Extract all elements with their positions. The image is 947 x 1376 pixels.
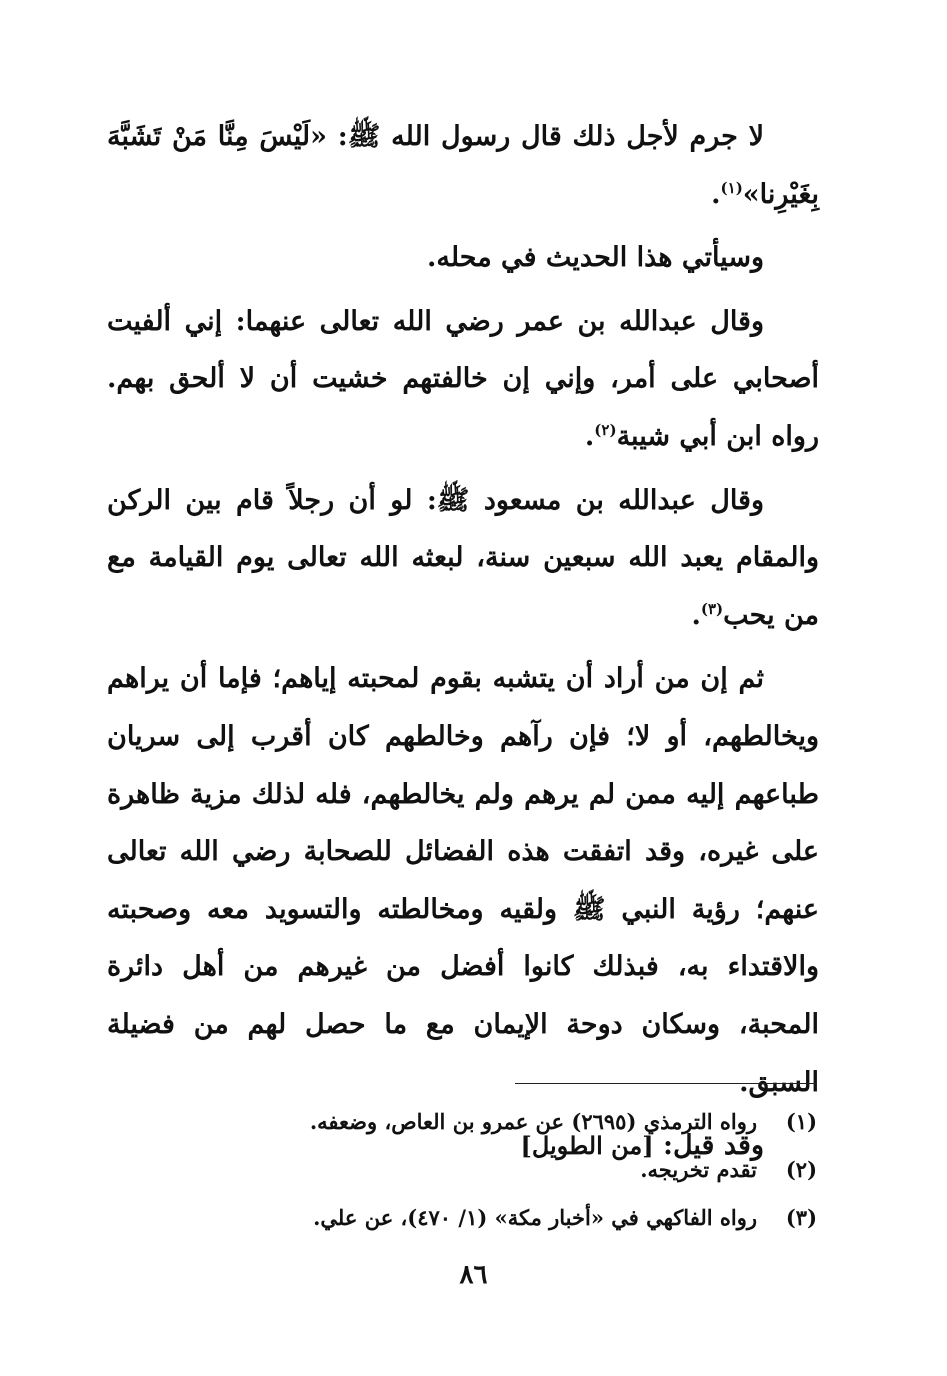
footnote-3-text: رواه الفاكهي في «أخبار مكة» (١/ ٤٧٠)، عن علي. [313, 1205, 757, 1230]
footnote-2-number: (٢) [785, 1157, 817, 1182]
paragraph-3-tail: . [584, 420, 595, 452]
paragraph-1-text: لا جرم لأجل ذلك قال رسول الله ﷺ: «لَيْسَ مِنَّا مَنْ تَشَبَّهَ بِغَيْرِنا» [107, 121, 819, 210]
paragraph-4-text: وقال عبدالله بن مسعود ﷺ: لو أن رجلاً قام بين الركن والمقام يعبد الله سبعين سنة، لبعثه الله تعالى يوم القيامة مع من يحب [107, 484, 819, 631]
paragraph-1 [107, 108, 819, 223]
footnote-1-number: (١) [785, 1109, 817, 1134]
footnote-ref-3: (٣) [700, 599, 724, 618]
paragraph-3 [107, 293, 819, 466]
footnote-ref-2: (٢) [594, 420, 617, 439]
paragraph-4-tail: . [691, 599, 701, 631]
paragraph-2 [107, 229, 819, 287]
footnotes [117, 1098, 817, 1242]
paragraph-2-text: وسيأتي هذا الحديث في محله. [426, 242, 764, 274]
paragraph-3-text: وقال عبدالله بن عمر رضي الله تعالى عنهما: إني ألفيت أصحابي على أمر، وإني إن خالفتهم خشيت أن لا ألحق بهم. رواه ابن أبي شيبة [107, 305, 819, 452]
paragraph-5-text: ثم إن من أراد أن يتشبه بقوم لمحبته إياهم؛ فإما أن يراهم ويخالطهم، أو لا؛ فإن رآهم وخالطهم كان أقرب إلى سريان طباعهم إليه ممن لم يرهم ولم يخالطهم، فله لذلك مزية ظاهرة على غيره، وقد اتفقت هذه الفضائل للصحابة رضي الله تعالى عنهم؛ رؤية النبي ﷺ ولقيه ومخالطته والتسويد معه وصحبته والاقتداء به، فبذلك كانوا أفضل من غيرهم من أهل دائرة المحبة، وسكان دوحة الإيمان مع ما حصل لهم من فضيلة السبق. [107, 663, 819, 1098]
footnote-1-text: رواه الترمذي (٢٦٩٥) عن عمرو بن العاص، وضعفه. [309, 1109, 757, 1134]
verse-intro-text: وقد قيل: [663, 1130, 764, 1162]
verse-meter: [من الطويل] [520, 1131, 654, 1161]
footnote-separator [515, 1083, 817, 1084]
footnote-3-number: (٣) [785, 1205, 817, 1230]
footnote-2-text: تقدم تخريجه. [640, 1157, 757, 1182]
main-text [107, 108, 819, 1181]
footnote-2 [117, 1146, 817, 1194]
page-number: ٨٦ [459, 1260, 488, 1290]
paragraph-5 [107, 650, 819, 1111]
footnote-ref-1: (١) [720, 178, 743, 197]
paragraph-1-tail: . [711, 178, 721, 210]
footnote-3 [117, 1194, 817, 1242]
paragraph-4 [107, 472, 819, 645]
footnote-1 [117, 1098, 817, 1146]
